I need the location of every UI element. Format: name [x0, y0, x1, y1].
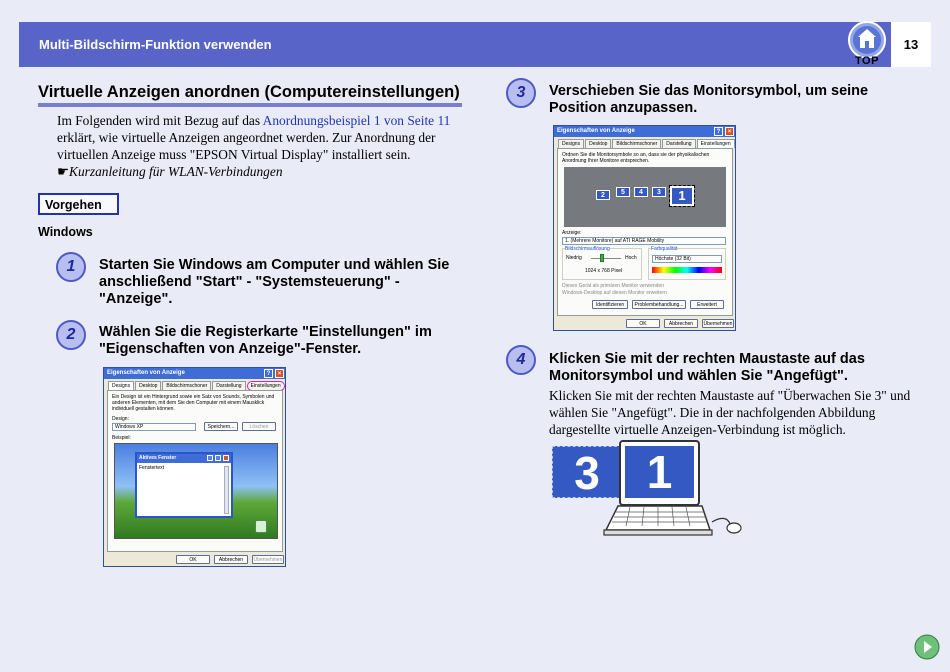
low-label: Niedrig [566, 255, 582, 261]
wlan-guide-link[interactable]: Kurzanleitung für WLAN-Verbindungen [69, 164, 283, 179]
monitor-icon-5[interactable]: 5 [616, 187, 630, 197]
apply-button[interactable]: Übernehmen [703, 321, 733, 327]
page-number: 13 [903, 37, 919, 52]
page-number-box [891, 22, 931, 67]
windows-label: Windows [38, 225, 93, 239]
step-number-2: 2 [56, 320, 86, 350]
intro-text-before: Im Folgenden wird mit Bezug auf das [57, 113, 263, 128]
ok-button[interactable]: OK [176, 555, 210, 564]
high-label: Hoch [625, 255, 637, 261]
resolution-group [562, 248, 642, 280]
save-button[interactable]: Speichern... [204, 422, 238, 431]
tab-screensaver[interactable]: Bildschirmschoner [612, 139, 661, 148]
reference-hand-icon: ☛ [57, 164, 70, 179]
identify-button[interactable]: Identifizieren [592, 300, 628, 309]
color-quality-label: Farbqualität [651, 246, 678, 252]
monitor-icon-4[interactable]: 4 [634, 187, 648, 197]
step-4-title: Klicken Sie mit der rechten Maustaste auf das Monitorsymbol und wählen Sie "Angefügt". [549, 351, 865, 384]
resolution-slider-track [591, 258, 621, 259]
resolution-label: Bildschirmauflösung [565, 246, 610, 252]
dialog-title: Eigenschaften von Anzeige [107, 370, 185, 376]
troubleshoot-button[interactable]: Problembehandlung... [632, 300, 686, 309]
next-page-button[interactable] [914, 634, 940, 660]
display-properties-dialog-settings [553, 125, 736, 331]
monitor-arrangement-area[interactable] [564, 167, 726, 227]
resolution-slider-thumb[interactable] [600, 254, 604, 262]
preview-window [135, 452, 233, 518]
laptop-screen-1: 1 [625, 446, 694, 498]
color-quality-group [648, 248, 726, 280]
monitor-icon-1[interactable]: 1 [670, 186, 694, 206]
tab-screensaver[interactable]: Bildschirmschoner [162, 381, 211, 391]
step-3-title: Verschieben Sie das Monitorsymbol, um seine Position anzupassen. [549, 83, 869, 116]
preview-close-icon [223, 455, 229, 461]
tab-desktop[interactable]: Desktop [135, 381, 161, 391]
dialog2-tabs [554, 137, 735, 148]
step-2-title: Wählen Sie die Registerkarte "Einstellungen" im "Eigenschaften von Anzeige"-Fenster. [99, 324, 432, 357]
intro-text-after: erklärt, wie virtuelle Anzeigen angeordnet werden. Zur Anordnung der virtuellen Anzeige muss "EPSON Virtual Display" installiert sein. [57, 130, 436, 162]
settings-panel [557, 148, 733, 316]
monitor-icon-2[interactable]: 2 [596, 190, 610, 200]
designs-description: Ein Design ist ein Hintergrund sowie ein Satz von Sounds, Symbolen und anderen Elementen, mit dem Sie den Computer mit einem Mausklick individuell gestalten können. [112, 394, 275, 412]
apply-button[interactable]: Übernehmen [253, 557, 283, 563]
display-properties-dialog-designs [103, 367, 286, 567]
arrow-right-icon [914, 634, 940, 660]
tab-appearance[interactable]: Darstellung [212, 381, 245, 391]
help-icon[interactable]: ? [264, 369, 273, 378]
section-title: Virtuelle Anzeigen anordnen (Computereinstellungen) [38, 83, 460, 101]
preview-image [114, 443, 278, 539]
dialog2-titlebar [554, 126, 735, 137]
tab-designs[interactable]: Designs [108, 381, 134, 391]
cancel-button[interactable]: Abbrechen [664, 319, 698, 328]
color-bar [652, 267, 722, 273]
close-icon[interactable]: × [275, 369, 284, 378]
tab-desktop[interactable]: Desktop [585, 139, 611, 148]
top-label: TOP [855, 55, 879, 67]
intro-paragraph [57, 112, 467, 180]
design-select[interactable]: Windows XP [112, 423, 196, 431]
tab-designs[interactable]: Designs [558, 139, 584, 148]
primary-monitor-checkbox[interactable]: Dieses Gerät als primären Monitor verwenden [562, 283, 664, 289]
tab-appearance[interactable]: Darstellung [662, 139, 695, 148]
color-quality-select[interactable]: Höchste (32 Bit) [652, 255, 722, 263]
minimize-icon [207, 455, 213, 461]
top-button[interactable] [845, 18, 889, 68]
home-icon [845, 18, 889, 58]
recycle-bin-icon [255, 520, 267, 533]
laptop-keyboard-icon [600, 504, 745, 540]
maximize-icon [215, 455, 221, 461]
vorgehen-label: Vorgehen [38, 193, 119, 215]
settings-description: Ordnen Sie die Monitorsymbole so an, dass sie der physikalischen Anordnung Ihrer Monitore entsprechen. [562, 152, 710, 164]
step-1-title: Starten Sie Windows am Computer und wählen Sie anschließend "Start" - "Systemsteuerung" - "Anzeige". [99, 257, 450, 307]
section-rule [38, 103, 462, 107]
step-number-3: 3 [506, 78, 536, 108]
step-4-body: Klicken Sie mit der rechten Maustaste auf "Überwachen Sie 3" und wählen Sie "Angefügt". Die in der nachfolgenden Abbildung dargestellte virtuelle Anzeigen-Verbindung ist möglich. [549, 388, 911, 437]
preview-window-text: Fenstertext [139, 465, 165, 471]
preview-window-title-text: Aktives Fenster [139, 455, 177, 461]
design-label: Design: [112, 416, 129, 422]
example-label: Beispiel: [112, 435, 131, 441]
designs-panel [107, 390, 283, 552]
help-icon[interactable]: ? [714, 127, 723, 136]
extend-desktop-checkbox[interactable]: Windows-Desktop auf diesen Monitor erweitern [562, 290, 667, 296]
header-bar [19, 22, 891, 67]
tab-settings[interactable]: Einstellungen [247, 381, 285, 391]
monitor-icon-3[interactable]: 3 [652, 187, 666, 197]
chapter-title: Multi-Bildschirm-Funktion verwenden [39, 37, 272, 52]
dialog2-title: Eigenschaften von Anzeige [557, 128, 635, 134]
resolution-value: 1024 x 768 Pixel [585, 268, 622, 274]
cancel-button[interactable]: Abbrechen [214, 555, 248, 564]
dialog-titlebar [104, 368, 285, 379]
delete-button[interactable]: Löschen [242, 422, 276, 431]
ok-button[interactable]: OK [626, 319, 660, 328]
anzeige-select[interactable]: 1. (Mehrere Monitore) auf ATI RAGE Mobility [562, 237, 726, 245]
preview-scrollbar [224, 466, 229, 514]
advanced-button[interactable]: Erweitert [690, 300, 724, 309]
close-icon[interactable]: × [725, 127, 734, 136]
tab-settings[interactable]: Einstellungen [697, 139, 735, 148]
virtual-screen-3: 3 [552, 446, 622, 498]
step-number-4: 4 [506, 345, 536, 375]
preview-window-title [137, 454, 231, 463]
anzeige-label: Anzeige: [562, 230, 582, 236]
step-number-1: 1 [56, 252, 86, 282]
example-link[interactable]: Anordnungsbeispiel 1 von Seite 11 [262, 113, 451, 128]
